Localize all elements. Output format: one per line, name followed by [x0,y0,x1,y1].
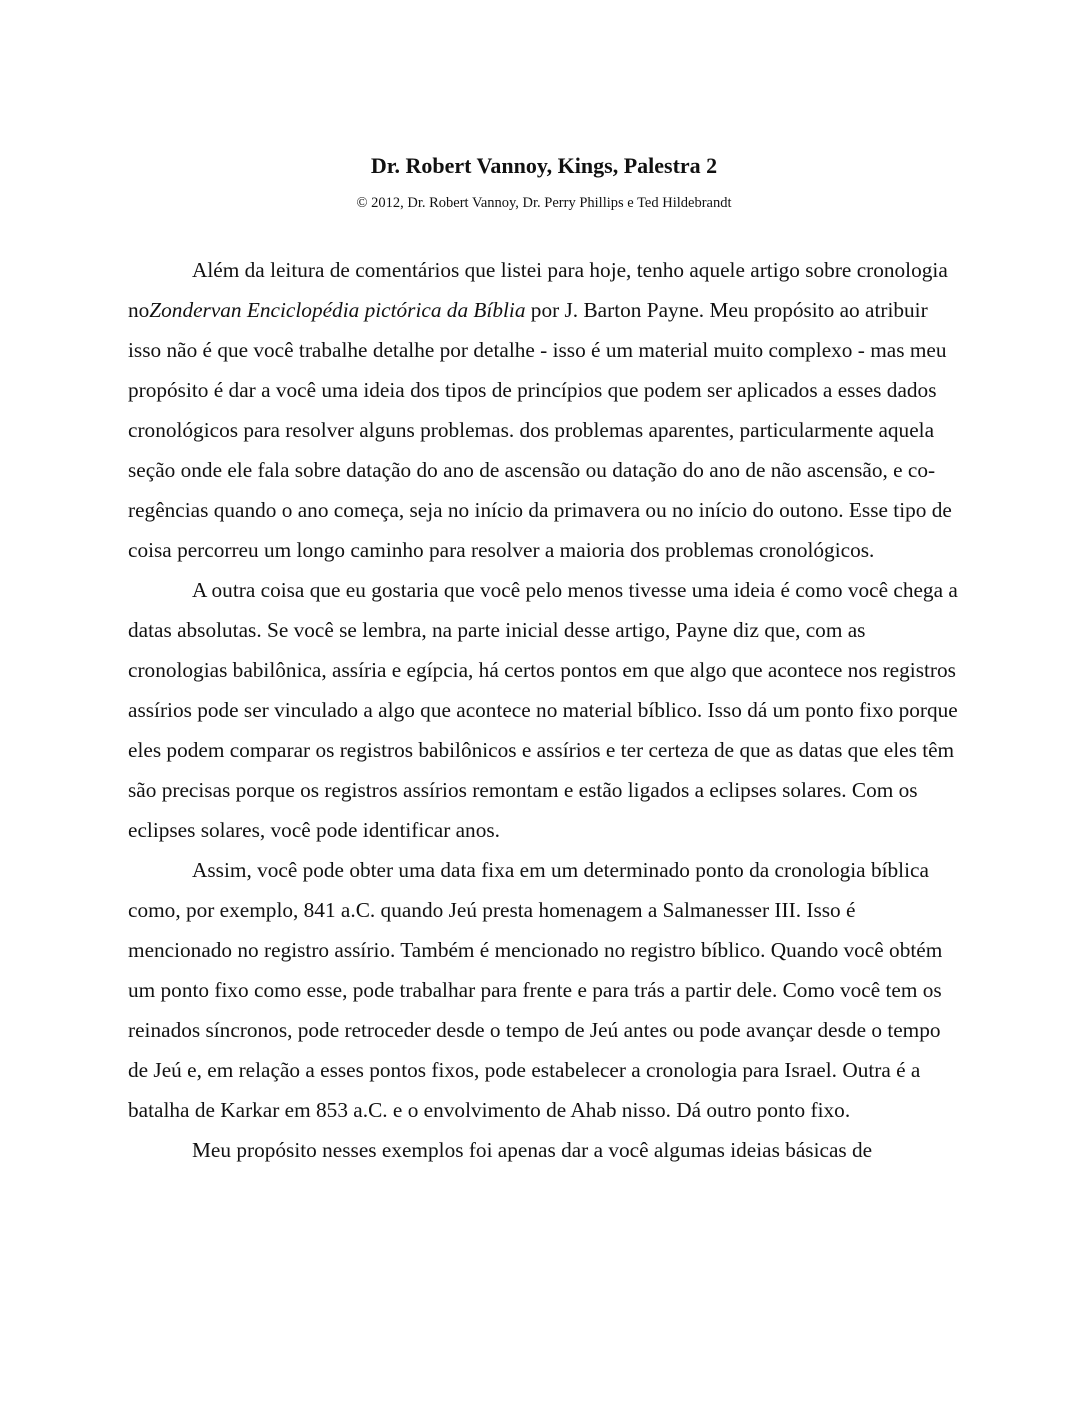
paragraph-2: A outra coisa que eu gostaria que você pelo menos tivesse uma ideia é como você chega a datas absolutas. Se você se lembra, na parte inicial desse artigo, Payne diz que, com as cronologias babilônica, assíria e egípcia, há certos pontos em que algo que acontece nos registros assírios pode ser vinculado a algo que acontece no material bíblico. Isso dá um ponto fixo porque eles podem comparar os registros babilônicos e assírios e ter certeza de que as datas que eles têm são precisas porque os registros assírios remontam e estão ligados a eclipses solares. Com os eclipses solares, você pode identificar anos. [128,578,958,842]
paragraph-1-text-after: por J. Barton Payne. Meu propósito ao atribuir isso não é que você trabalhe detalhe por detalhe - isso é um material muito complexo - mas meu propósito é dar a você uma ideia dos tipos de princípios que podem ser aplicados a esses dados cronológicos para resolver alguns problemas. dos problemas aparentes, particularmente aquela seção onde ele fala sobre datação do ano de ascensão ou datação do ano de não ascensão, e co-regências quando o ano começa, seja no início da primavera ou no início do outono. Esse tipo de coisa percorreu um longo caminho para resolver a maioria dos problemas cronológicos. [128,298,952,562]
body-text [128,250,960,1170]
paragraph-3: Assim, você pode obter uma data fixa em um determinado ponto da cronologia bíblica como, por exemplo, 841 a.C. quando Jeú presta homenagem a Salmanesser III. Isso é mencionado no registro assírio. Também é mencionado no registro bíblico. Quando você obtém um ponto fixo como esse, pode trabalhar para frente e para trás a partir dele. Como você tem os reinados síncronos, pode retroceder desde o tempo de Jeú antes ou pode avançar desde o tempo de Jeú e, em relação a esses pontos fixos, pode estabelecer a cronologia para Israel. Outra é a batalha de Karkar em 853 a.C. e o envolvimento de Ahab nisso. Dá outro ponto fixo. [128,858,943,1122]
page-title: Dr. Robert Vannoy, Kings, Palestra 2 [370,153,718,178]
copyright-line: © 2012, Dr. Robert Vannoy, Dr. Perry Phillips e Ted Hildebrandt [356,195,732,211]
paragraph-1-text-before: Além da leitura de comentários que listei para hoje, tenho aquele artigo sobre cronologia no [128,258,948,322]
paragraph-1 [128,250,960,570]
paragraph-4: Meu propósito nesses exemplos foi apenas dar a você algumas ideias básicas de [192,1138,873,1162]
paragraph-1-book-title: Zondervan Enciclopédia pictórica da Bíblia [149,298,526,322]
